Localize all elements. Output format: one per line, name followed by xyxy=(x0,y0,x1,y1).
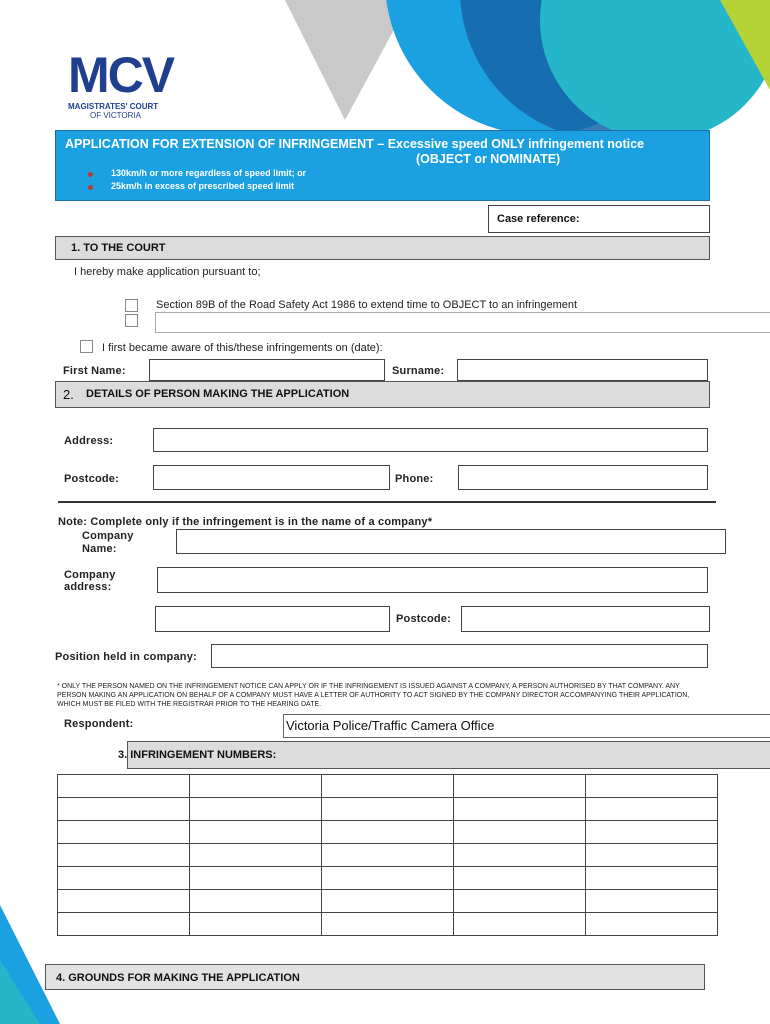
table-cell[interactable] xyxy=(190,913,322,936)
option-checkbox-2[interactable] xyxy=(125,314,138,327)
first-name-label: First Name: xyxy=(63,365,126,377)
company-footnote: * ONLY THE PERSON NAMED ON THE INFRINGEMENT NOTICE CAN APPLY OR IF THE INFRINGEMENT IS ISSUED AGAINST A COMPANY, A PERSON AUTHORISED BY THAT COMPANY. ANY PERSON MAKING AN APPLICATION ON BEHALF OF A COMPANY MUST HAVE A LETTER OF AUTHORITY TO ACT SIGNED BY THE COMPANY DIRECTOR ACCOMPANYING THEIR APPLICATION, WHICH MUST BE FILED WITH THE REGISTRAR PRIOR TO THE HEARING DATE. xyxy=(57,683,690,708)
table-cell[interactable] xyxy=(322,798,454,821)
bullet-item: 130km/h or more regardless of speed limit; or xyxy=(111,168,307,178)
table-cell[interactable] xyxy=(58,798,190,821)
table-cell[interactable] xyxy=(58,821,190,844)
company-name-input[interactable] xyxy=(176,529,726,554)
aware-date-checkbox[interactable] xyxy=(80,340,93,353)
table-cell[interactable] xyxy=(454,867,586,890)
table-cell[interactable] xyxy=(454,775,586,798)
divider-line xyxy=(58,501,716,503)
section-89b-option-label: Section 89B of the Road Safety Act 1986 to extend time to OBJECT to an infringement xyxy=(156,299,578,311)
table-cell[interactable] xyxy=(454,821,586,844)
company-postcode-input[interactable] xyxy=(461,606,710,632)
form-subtitle: (OBJECT or NOMINATE) xyxy=(416,152,561,166)
surname-label: Surname: xyxy=(392,365,445,377)
table-cell[interactable] xyxy=(190,821,322,844)
table-row xyxy=(58,913,718,936)
table-cell[interactable] xyxy=(190,890,322,913)
infringement-numbers-table xyxy=(57,774,718,936)
table-cell[interactable] xyxy=(586,867,718,890)
respondent-field[interactable] xyxy=(283,714,770,738)
table-cell[interactable] xyxy=(58,844,190,867)
company-name-label-line-2: Name: xyxy=(82,543,117,555)
section-1-header xyxy=(55,236,710,260)
table-row xyxy=(58,844,718,867)
section-2-header xyxy=(55,381,710,408)
form-title-box xyxy=(55,130,710,201)
first-name-input[interactable] xyxy=(149,359,385,381)
position-label: Position held in company: xyxy=(55,651,197,663)
table-cell[interactable] xyxy=(586,844,718,867)
company-address-input[interactable] xyxy=(157,567,708,593)
postcode-input[interactable] xyxy=(153,465,390,490)
respondent-label: Respondent: xyxy=(64,718,134,730)
table-row xyxy=(58,890,718,913)
company-note: Note: Complete only if the infringement is in the name of a company* xyxy=(58,516,433,528)
aware-date-label: I first became aware of this/these infringements on (date): xyxy=(102,342,383,354)
company-address-label-line-2: address: xyxy=(64,581,112,593)
table-cell[interactable] xyxy=(322,844,454,867)
section-4-title: 4. GROUNDS FOR MAKING THE APPLICATION xyxy=(56,972,300,984)
table-cell[interactable] xyxy=(190,775,322,798)
form-title: APPLICATION FOR EXTENSION OF INFRINGEMENT – Excessive speed ONLY infringement notice xyxy=(65,137,645,151)
section-3-header xyxy=(118,741,770,769)
table-cell[interactable] xyxy=(58,867,190,890)
phone-input[interactable] xyxy=(458,465,708,490)
table-cell[interactable] xyxy=(454,798,586,821)
respondent-value: Victoria Police/Traffic Camera Office xyxy=(286,718,495,733)
table-cell[interactable] xyxy=(586,890,718,913)
case-reference-label: Case reference: xyxy=(497,213,580,225)
table-cell[interactable] xyxy=(322,821,454,844)
table-cell[interactable] xyxy=(58,913,190,936)
table-cell[interactable] xyxy=(322,890,454,913)
table-cell[interactable] xyxy=(58,775,190,798)
table-cell[interactable] xyxy=(586,775,718,798)
table-cell[interactable] xyxy=(454,844,586,867)
phone-label: Phone: xyxy=(395,473,434,485)
table-cell[interactable] xyxy=(586,913,718,936)
case-reference-field[interactable] xyxy=(488,205,710,233)
company-name-label-line-1: Company xyxy=(82,530,134,542)
section-2-title: DETAILS OF PERSON MAKING THE APPLICATION xyxy=(86,388,350,400)
surname-input[interactable] xyxy=(457,359,708,381)
table-cell[interactable] xyxy=(322,775,454,798)
logo-line-1: MAGISTRATES' COURT xyxy=(68,102,159,111)
table-cell[interactable] xyxy=(454,913,586,936)
table-cell[interactable] xyxy=(322,867,454,890)
position-input[interactable] xyxy=(211,644,708,668)
bullet-dot xyxy=(88,185,93,190)
option-detail-field[interactable] xyxy=(155,312,770,333)
section-1-title: 1. TO THE COURT xyxy=(71,242,166,254)
logo-letters: MCV xyxy=(68,47,174,103)
company-postcode-label: Postcode: xyxy=(396,613,451,625)
mcv-logo xyxy=(68,47,183,130)
bullet-item: 25km/h in excess of prescribed speed limit xyxy=(111,181,295,191)
section-4-header xyxy=(45,964,705,990)
address-input[interactable] xyxy=(153,428,708,452)
table-cell[interactable] xyxy=(190,798,322,821)
table-cell[interactable] xyxy=(58,890,190,913)
table-cell[interactable] xyxy=(586,798,718,821)
table-row xyxy=(58,821,718,844)
logo-line-2: OF VICTORIA xyxy=(90,111,141,120)
company-address-label-line-1: Company xyxy=(64,569,116,581)
table-cell[interactable] xyxy=(190,844,322,867)
table-row xyxy=(58,798,718,821)
section-3-title: 3. INFRINGEMENT NUMBERS: xyxy=(118,749,277,761)
postcode-label: Postcode: xyxy=(64,473,119,485)
company-postcode-left-input[interactable] xyxy=(155,606,390,632)
table-cell[interactable] xyxy=(586,821,718,844)
bullet-dot xyxy=(88,172,93,177)
section-1-intro: I hereby make application pursuant to; xyxy=(74,266,261,278)
table-cell[interactable] xyxy=(190,867,322,890)
address-label: Address: xyxy=(64,435,114,447)
option-checkbox-1[interactable] xyxy=(125,299,138,312)
table-cell[interactable] xyxy=(322,913,454,936)
table-row xyxy=(58,775,718,798)
table-row xyxy=(58,867,718,890)
section-2-number: 2. xyxy=(63,387,74,402)
table-cell[interactable] xyxy=(454,890,586,913)
